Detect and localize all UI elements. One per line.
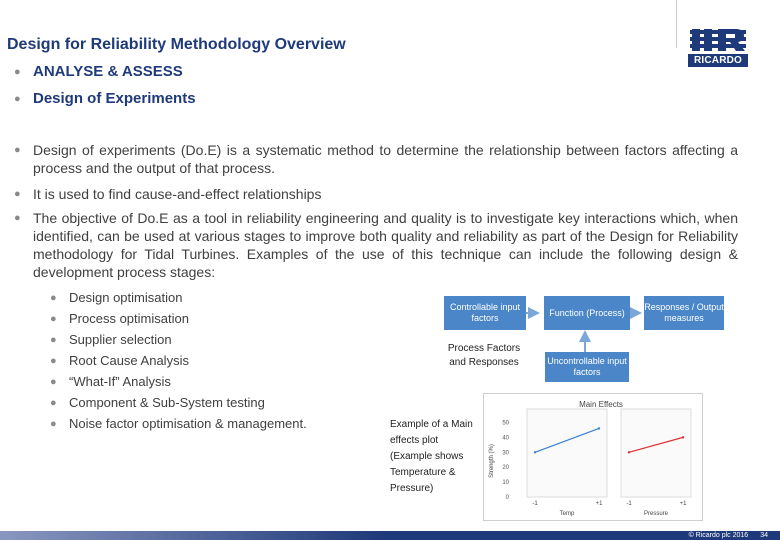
ricardo-logo — [688, 27, 748, 67]
stage-item: ● Design optimisation — [50, 290, 183, 305]
x-tick-label: -1 — [532, 501, 538, 507]
x-tick-label: +1 — [679, 501, 687, 507]
data-point — [682, 436, 684, 438]
stage-item: ● Process optimisation — [50, 311, 189, 326]
bullet-icon: ● — [14, 212, 21, 224]
y-tick-label: 0 — [505, 495, 509, 501]
body-bullet: ● It is used to find cause-and-effect relationships — [14, 186, 322, 202]
function-process-box: Function (Process) — [544, 296, 630, 330]
responses-output-box: Responses / Output measures — [644, 296, 724, 330]
y-tick-label: 30 — [502, 450, 509, 457]
chart-caption: Example of a Main effects plot (Example shows Temperature & Pressure) — [390, 419, 473, 494]
bullet-icon: ● — [14, 188, 21, 200]
y-tick-label: 50 — [502, 420, 509, 427]
logo-wordmark: RICARDO — [688, 54, 748, 67]
header-bullet: ● ANALYSE & ASSESS — [14, 63, 183, 80]
logo-mark-icon — [688, 27, 748, 54]
stage-item: ● Component & Sub-System testing — [50, 395, 265, 410]
bullet-icon: ● — [50, 355, 57, 367]
x-tick-label: +1 — [595, 501, 603, 507]
stage-item: ● Supplier selection — [50, 332, 172, 347]
data-point — [628, 451, 630, 453]
data-point — [534, 451, 536, 453]
x-tick-label: -1 — [626, 501, 632, 507]
page-number: 34 — [760, 532, 768, 539]
footer-gradient — [0, 531, 380, 540]
panel-frame — [527, 409, 607, 497]
main-effects-chart — [483, 393, 703, 521]
stage-item: ● Root Cause Analysis — [50, 353, 189, 368]
x-axis-label: Pressure — [643, 511, 669, 517]
uncontrollable-input-box: Uncontrollable input factors — [545, 352, 629, 382]
stage-item: ● Noise factor optimisation & management. — [50, 416, 307, 431]
diagram-caption: Process Factors and Responses — [447, 343, 521, 368]
stage-item: ● “What-If” Analysis — [50, 374, 171, 389]
chart-title: Main Effects — [579, 400, 623, 409]
controllable-input-box: Controllable input factors — [444, 296, 526, 330]
y-tick-label: 10 — [502, 480, 509, 487]
bullet-icon: ● — [50, 376, 57, 388]
data-point — [598, 427, 600, 429]
footer-bar — [0, 531, 780, 540]
chart-ylabel: Strength (%) — [489, 444, 495, 478]
panel-frame — [621, 409, 691, 497]
body-bullet: ● Design of experiments (Do.E) is a systematic method to determine the relationship between factors affecting a process and the output of that process. — [14, 142, 738, 176]
footer-copyright: © Ricardo plc 2016 — [688, 532, 749, 539]
bullet-icon: ● — [50, 397, 57, 409]
bullet-icon: ● — [50, 292, 57, 304]
bullet-icon: ● — [14, 93, 21, 105]
body-bullet: ● The objective of Do.E as a tool in reliability engineering and quality is to investigate key interactions which, when identified, can be used at various stages to improve both quality and reliability as part of the Design for Reliability methodology for Tidal Turbines. Examples of the use of this technique can include the following design & development process stages: — [14, 210, 738, 280]
bullet-icon: ● — [50, 418, 57, 430]
footer — [677, 531, 768, 540]
bullet-icon: ● — [50, 313, 57, 325]
bullet-icon: ● — [14, 144, 21, 156]
bullet-icon: ● — [50, 334, 57, 346]
header-divider — [676, 0, 677, 48]
x-axis-label: Temp — [559, 511, 575, 517]
bullet-icon: ● — [14, 66, 21, 78]
page-title: Design for Reliability Methodology Overview — [7, 36, 346, 53]
y-tick-label: 40 — [502, 435, 509, 442]
header-bullet: ● Design of Experiments — [14, 90, 196, 107]
y-tick-label: 20 — [502, 465, 509, 472]
